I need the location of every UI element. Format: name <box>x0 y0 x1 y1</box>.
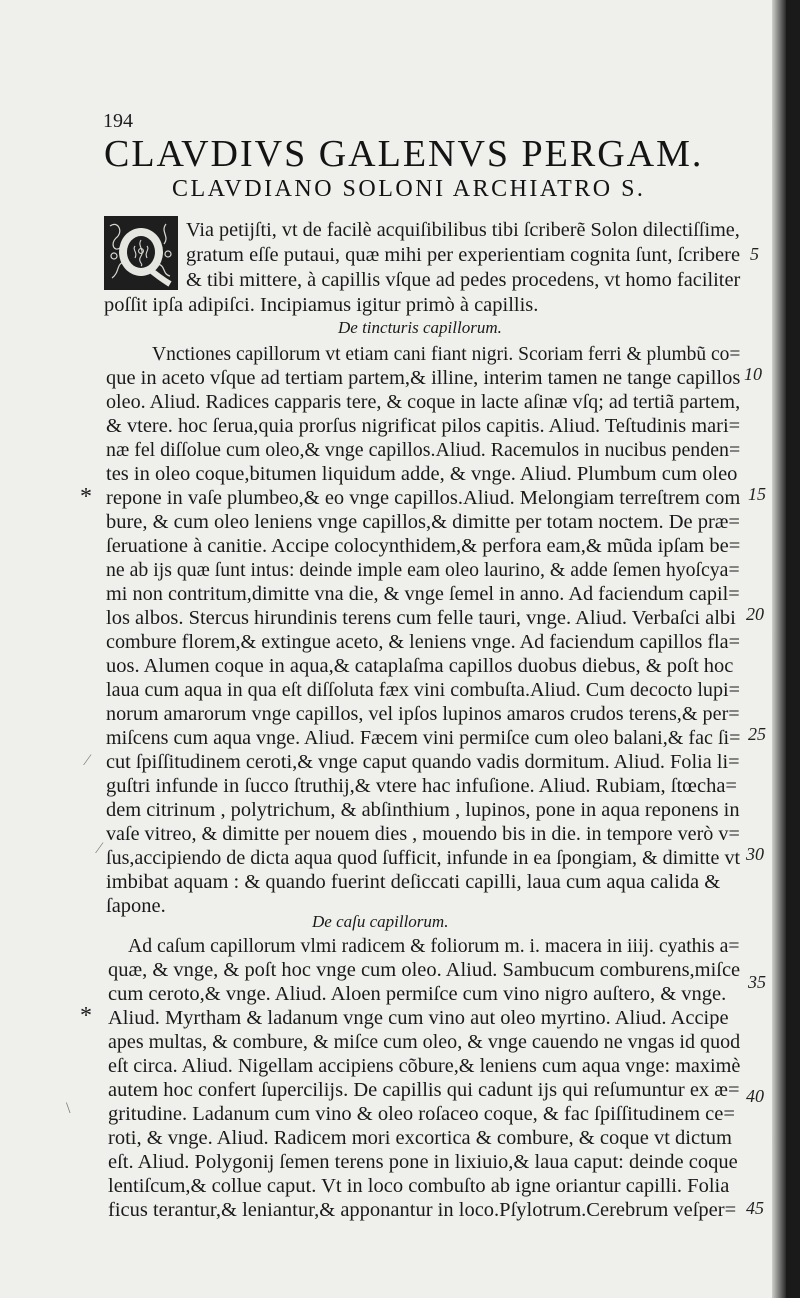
text-line: mi non contritum,dimitte vna die, & vnge ſemel in anno. Ad faciendum capil= <box>106 583 740 605</box>
intro-line: & tibi mittere, à capillis vſque ad pedes procedens, vt homo faciliter <box>186 269 741 291</box>
text-line: eſt circa. Aliud. Nigellam accipiens cõbure,& leniens cum aqua vnge: maximè <box>108 1055 741 1077</box>
text-line: roti, & vnge. Aliud. Radicem mori excortica & combure, & coque vt dictum <box>108 1127 732 1149</box>
margin-asterisk: * <box>80 484 92 510</box>
margin-pencil-mark: ⁄ <box>86 752 89 769</box>
text-line: norum amarorum vnge capillos, vel ipſos lupinos amaros crudos terens,& per= <box>106 703 740 725</box>
text-line: uos. Alumen coque in aqua,& cataplaſma capillos duobus diebus, & poſt hoc <box>106 655 734 677</box>
page-number: 194 <box>103 110 133 132</box>
margin-line-number: 35 <box>748 972 766 992</box>
text-line: imbibat aquam : & quando fuerint deſiccati capilli, laua cum aqua calida & <box>106 871 721 893</box>
text-line: laua cum aqua in qua eſt diſſoluta fæx vini combuſta.Aliud. Cum decocto lupi= <box>106 679 740 701</box>
margin-pencil-mark: \ <box>66 1100 71 1117</box>
text-line: tes in oleo coque,bitumen liquidum adde, & vnge. Aliud. Plumbum cum oleo <box>106 463 738 485</box>
text-line: ficus terantur,& leniantur,& apponantur in loco.Pſylotrum.Cerebrum veſper= <box>108 1199 737 1221</box>
decorated-initial <box>104 216 178 290</box>
text-line: oleo. Aliud. Radices capparis tere, & coque in lacte aſinæ vſq; ad tertiã partem, <box>106 391 741 413</box>
text-line: lentiſcum,& collue caput. Vt in loco combuſto ab igne oriantur capilli. Folia <box>108 1175 730 1197</box>
text-line: ſeruatione à canitie. Accipe colocynthidem,& perfora eam,& mũda ipſam be= <box>106 535 741 557</box>
text-line: combure florem,& extingue aceto, & leniens vnge. Ad faciendum capillos fla= <box>106 631 741 653</box>
text-line: los albos. Stercus hirundinis terens cum felle tauri, vnge. Aliud. Verbaſci albi <box>106 607 736 629</box>
text-line: bure, & cum oleo leniens vnge capillos,& dimitte per totam noctem. De præ= <box>106 511 740 533</box>
text-line: Ad caſum capillorum vlmi radicem & foliorum m. i. macera in iiij. cyathis a= <box>128 935 740 957</box>
text-line: ſus,accipiendo de dicta aqua quod ſufficit, infunde in ea ſpongiam, & dimitte vt <box>106 847 741 869</box>
page-title: CLAVDIVS GALENVS PERGAM. <box>104 133 704 175</box>
margin-line-number: 20 <box>746 604 764 624</box>
text-line: eſt. Aliud. Polygonij ſemen terens pone in lixiuio,& laua caput: deinde coque <box>108 1151 738 1173</box>
text-line: autem hoc confert ſupercilijs. De capillis qui cadunt ijs qui reſumuntur ex æ= <box>108 1079 740 1101</box>
ornamental-q-icon <box>104 216 178 290</box>
margin-line-number: 45 <box>746 1198 764 1218</box>
text-line: que in aceto vſque ad tertiam partem,& illine, interim tamen ne tange capillos <box>106 367 741 389</box>
margin-line-number: 15 <box>748 484 766 504</box>
text-line: cut ſpiſſitudinem ceroti,& vnge caput quando vadis dormitum. Aliud. Folia li= <box>106 751 740 773</box>
text-line: næ fel diſſolue cum oleo,& vnge capillos.Aliud. Racemulos in nucibus penden= <box>106 439 741 461</box>
text-line: gritudine. Ladanum cum vino & oleo roſaceo coque, & fac ſpiſſitudinem ce= <box>108 1103 735 1125</box>
text-line: Vnctiones capillorum vt etiam cani fiant nigri. Scoriam ferri & plumbũ co= <box>152 343 741 365</box>
text-line: & vtere. hoc ſerua,quia prorſus nigrificat pilos capitis. Aliud. Teſtudinis mari= <box>106 415 741 437</box>
intro-line: gratum eſſe putaui, quæ mihi per experientiam cognita ſunt, ſcribere <box>186 244 741 266</box>
intro-line: poſſit ipſa adipiſci. Incipiamus igitur primò à capillis. <box>104 294 539 316</box>
text-line: apes multas, & combure, & miſce cum oleo, & vnge cauendo ne vngas id quod <box>108 1031 741 1053</box>
text-line: vaſe vitreo, & dimitte per nouem dies , mouendo bis in die. in tempore verò v= <box>106 823 740 845</box>
text-line: cum ceroto,& vnge. Aliud. Aloen permiſce cum vino nigro auſtero, & vnge. <box>108 983 727 1005</box>
margin-line-number: 10 <box>744 364 762 384</box>
page-edge-shadow <box>772 0 786 1298</box>
text-line: Aliud. Myrtham & ladanum vnge cum vino aut oleo myrtino. Aliud. Accipe <box>108 1007 729 1029</box>
margin-line-number: 40 <box>746 1086 764 1106</box>
text-line: ſapone. <box>106 895 166 917</box>
text-line: miſcens cum aqua vnge. Aliud. Fæcem vini permiſce cum oleo balani,& fac ſi= <box>106 727 741 749</box>
margin-line-number: 30 <box>746 844 764 864</box>
text-line: guſtri infunde in ſucco ſtruthij,& vtere hac infuſione. Aliud. Rubiam, ſtœcha= <box>106 775 737 797</box>
text-line: repone in vaſe plumbeo,& eo vnge capillos.Aliud. Melongiam terreſtrem com <box>106 487 741 509</box>
margin-line-number: 5 <box>750 244 759 264</box>
text-line: dem citrinum , polytrichum, & abſinthium , lupinos, pone in aqua reponens in <box>106 799 740 821</box>
text-line: quæ, & vnge, & poſt hoc vnge cum oleo. Aliud. Sambucum comburens,miſce <box>108 959 741 981</box>
margin-pencil-mark: ⁄ <box>98 840 101 857</box>
margin-line-number: 25 <box>748 724 766 744</box>
intro-line: Via petijſti, vt de facilè acquiſibilibus tibi ſcriberẽ Solon dilectiſſime, <box>186 219 740 241</box>
text-line: ne ab ijs quæ ſunt intus: deinde imple eam oleo laurino, & adde ſemen hyoſcya= <box>106 559 740 581</box>
section-heading: De caſu capillorum. <box>312 912 449 931</box>
section-heading: De tincturis capillorum. <box>338 318 502 337</box>
margin-asterisk: * <box>80 1003 92 1029</box>
page-subtitle: CLAVDIANO SOLONI ARCHIATRO S. <box>172 176 646 202</box>
